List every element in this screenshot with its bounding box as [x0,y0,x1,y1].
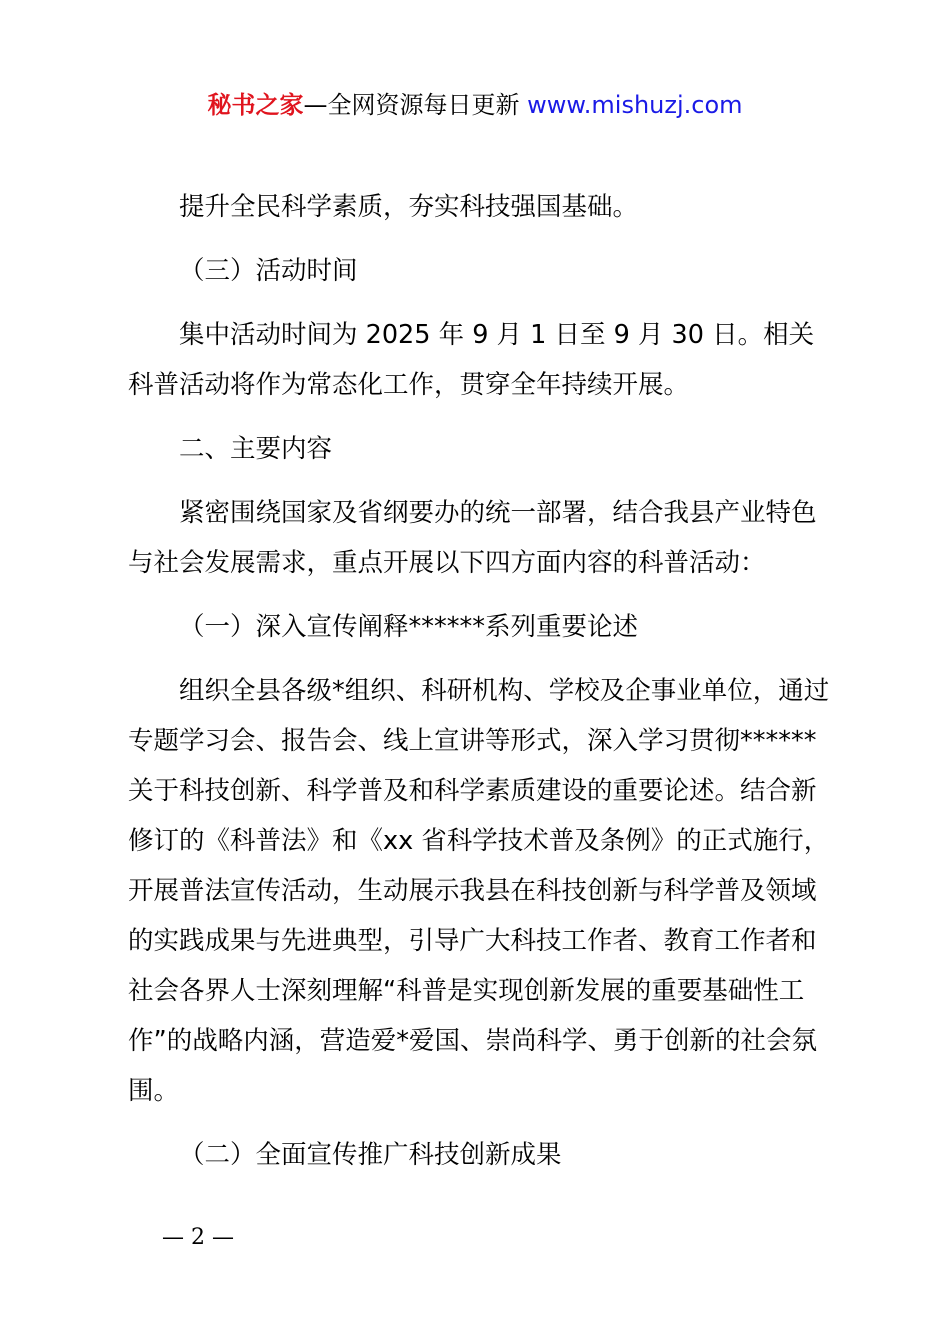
heading-section-2: （二）全面宣传推广科技创新成果 [179,1140,562,1170]
heading-main-content: 二、主要内容 [179,434,333,464]
document-body [128,182,832,1180]
paragraph-intro-continuation: 提升全民科学素质，夯实科技强国基础。 [179,192,639,222]
header-tagline: —全网资源每日更新 [303,91,528,119]
brand-name: 秘书之家 [207,91,304,119]
heading-activity-time: （三）活动时间 [179,256,358,286]
paragraph-main-content: 紧密围绕国家及省纲要办的统一部署，结合我县产业特色与社会发展需求，重点开展以下四方面内容的科普活动： [128,498,817,578]
page-number: — 2 — [162,1225,234,1250]
page-header [0,88,950,122]
paragraph-section-1: 组织全县各级*组织、科研机构、学校及企事业单位，通过专题学习会、报告会、线上宣讲等形式，深入学习贯彻******关于科技创新、科学普及和科学素质建设的重要论述。结合新修订的《科普法》和《xx 省科学技术普及条例》的正式施行，开展普法宣传活动，生动展示我县在科技创新与科学普及领域的实践成果与先进典型，引导广大科技工作者、教育工作者和社会各界人士深刻理解“科普是实现创新发展的重要基础性工作”的战略内涵，营造爱*爱国、崇尚科学、勇于创新的社会氛围。 [128,676,830,1106]
heading-section-1: （一）深入宣传阐释******系列重要论述 [179,612,639,642]
paragraph-activity-time: 集中活动时间为 2025 年 9 月 1 日至 9 月 30 日。相关科普活动将作为常态化工作，贯穿全年持续开展。 [128,320,815,400]
header-url[interactable]: www.mishuzj.com [527,91,743,119]
